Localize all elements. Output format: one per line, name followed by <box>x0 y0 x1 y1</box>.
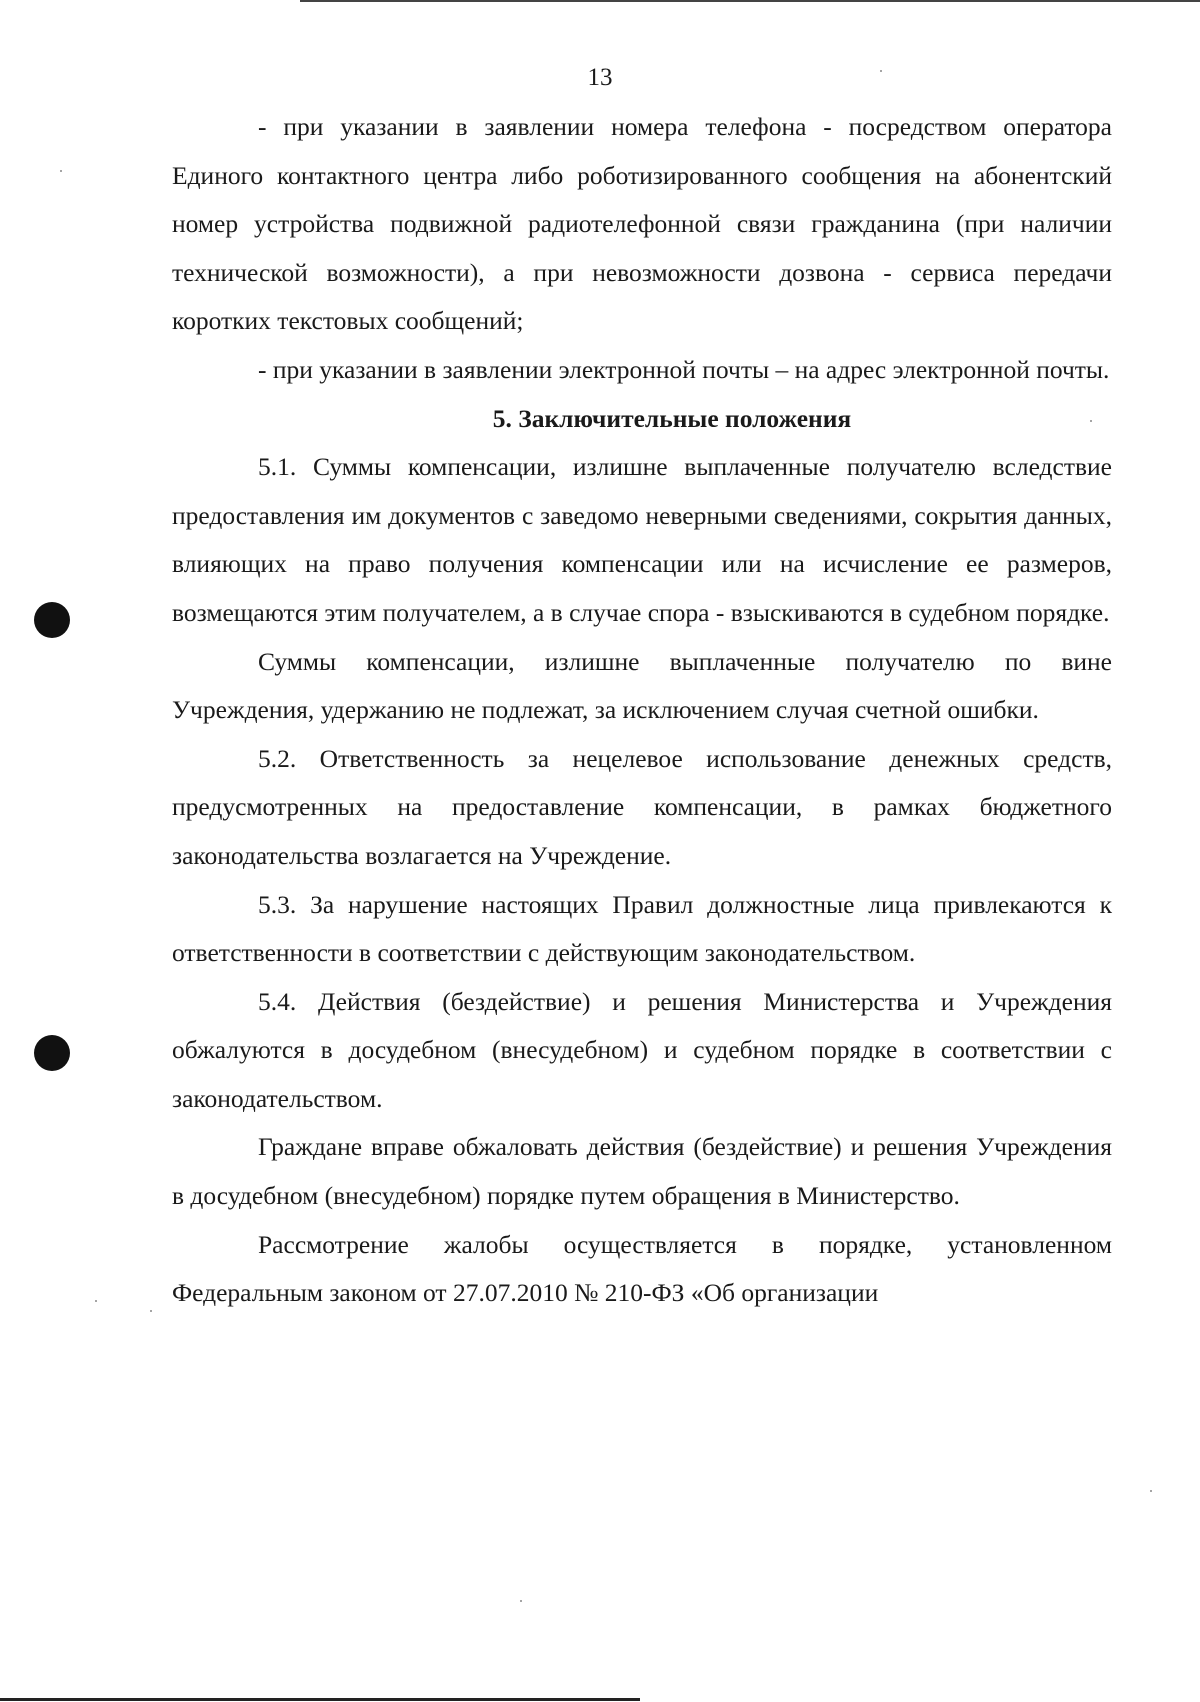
page-number: 13 <box>587 64 613 91</box>
paragraph: 5.3. За нарушение настоящих Правил должностные лица привлекаются к ответственности в соответствии с действующим законодательством. <box>172 889 1112 968</box>
paragraph: Граждане вправе обжаловать действия (бездействие) и решения Учреждения в досудебном (внесудебном) порядке путем обращения в Министерство. <box>172 1132 1112 1211</box>
scan-speck <box>150 1310 152 1312</box>
scan-speck <box>1090 420 1092 422</box>
document-body <box>172 103 1112 1318</box>
paragraph: Рассмотрение жалобы осуществляется в порядке, установленном Федеральным законом от 27.07.2010 № 210-ФЗ «Об организации <box>172 1229 1112 1308</box>
scan-speck <box>95 1300 97 1302</box>
scan-top-edge <box>300 0 1200 2</box>
scan-speck <box>60 170 62 172</box>
scan-speck <box>880 70 882 72</box>
punch-hole-mark <box>34 1035 70 1071</box>
scan-bottom-edge <box>0 1698 640 1701</box>
paragraph: Суммы компенсации, излишне выплаченные получателю по вине Учреждения, удержанию не подлежат, за исключением случая счетной ошибки. <box>172 646 1112 725</box>
scan-speck <box>1150 1490 1152 1492</box>
scan-speck <box>520 1600 522 1602</box>
section-heading: 5. Заключительные положения <box>492 403 852 433</box>
paragraph: 5.2. Ответственность за нецелевое использование денежных средств, предусмотренных на предоставление компенсации, в рамках бюджетного законодательства возлагается на Учреждение. <box>172 743 1112 870</box>
paragraph: 5.1. Суммы компенсации, излишне выплаченные получателю вследствие предоставления им документов с заведомо неверными сведениями, сокрытия данных, влияющих на право получения компенсации или на исчисление ее размеров, возмещаются этим получателем, а в случае спора - взыскиваются в судебном порядке. <box>172 452 1112 627</box>
paragraph: 5.4. Действия (бездействие) и решения Министерства и Учреждения обжалуются в досудебном (внесудебном) и судебном порядке в соответствии с законодательством. <box>172 986 1112 1113</box>
punch-hole-mark <box>34 602 70 638</box>
paragraph: - при указании в заявлении номера телефона - посредством оператора Единого контактного центра либо роботизированного сообщения на абонентский номер устройства подвижной радиотелефонной связи гражданина (при наличии технической возможности), а при невозможности дозвона - сервиса передачи коротких текстовых сообщений; <box>172 112 1112 336</box>
paragraph: - при указании в заявлении электронной почты – на адрес электронной почты. <box>258 354 1110 384</box>
